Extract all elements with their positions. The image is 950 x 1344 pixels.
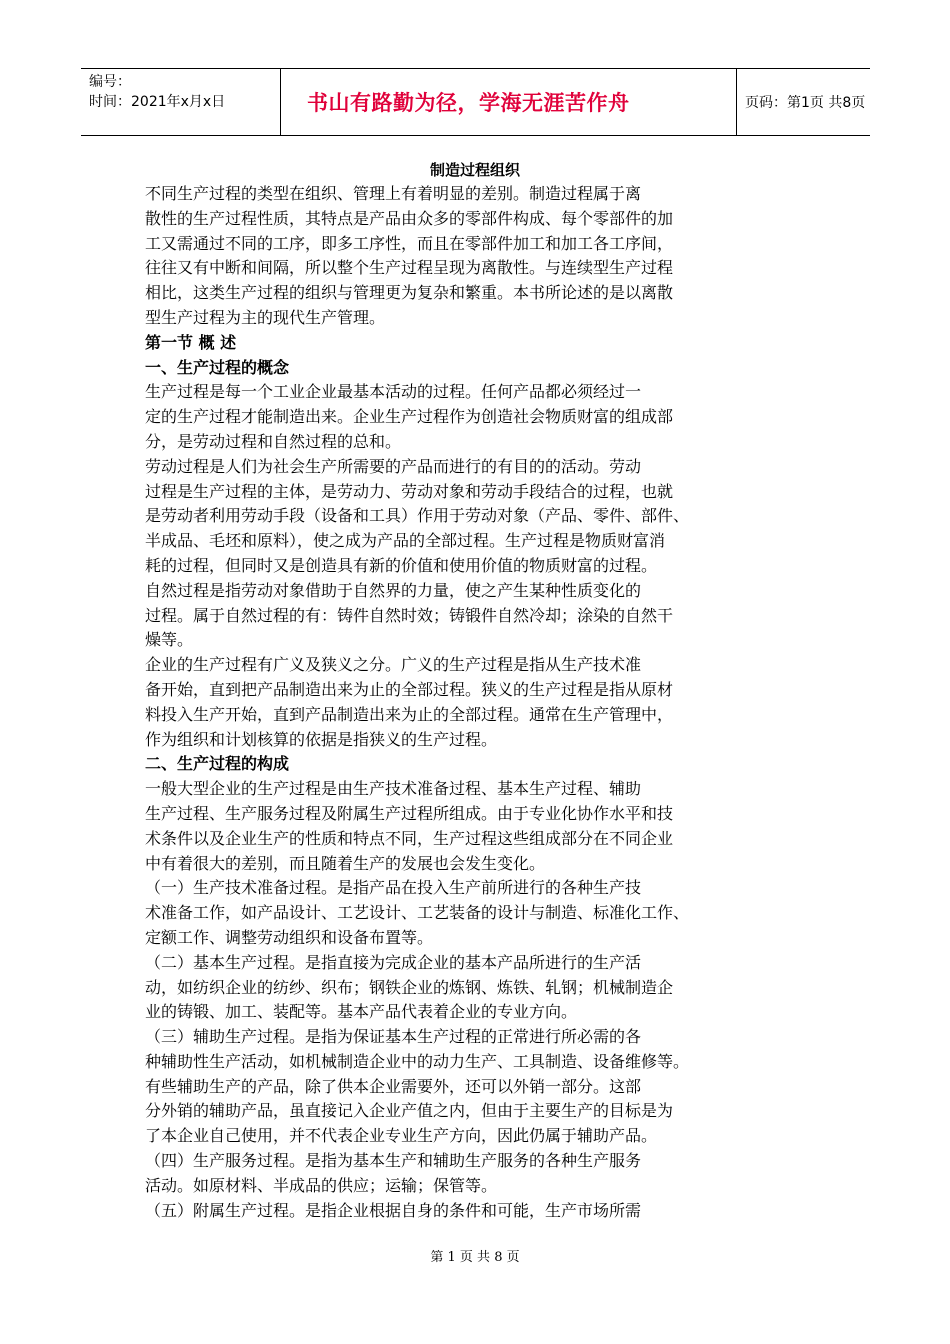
body-text-line: 耗的过程，但同时又是创造具有新的价值和使用价值的物质财富的过程。 [145, 555, 658, 575]
header-page-number: 页码：第1页 共8页 [745, 95, 866, 111]
header-table [81, 68, 870, 136]
body-text-line: 活动。如原材料、半成品的供应；运输；保管等。 [145, 1175, 498, 1195]
section-heading: 第一节 概 述 [145, 332, 237, 352]
body-text-line: 燥等。 [145, 630, 194, 650]
body-text-line: （三）辅助生产过程。是指为保证基本生产过程的正常进行所必需的各 [145, 1027, 642, 1047]
body-text-line: 一般大型企业的生产过程是由生产技术准备过程、基本生产过程、辅助 [145, 779, 642, 799]
body-text-line: 分外销的辅助产品，虽直接记入企业产值之内，但由于主要生产的目标是为 [145, 1101, 674, 1121]
body-text-line: 工又需通过不同的工序，即多工序性，而且在零部件加工和加工各工序间， [145, 233, 674, 253]
page-footer: 第 1 页 共 8 页 [430, 1250, 520, 1265]
body-text-line: 料投入生产开始，直到产品制造出来为止的全部过程。通常在生产管理中， [145, 704, 674, 724]
body-text-line: 生产过程、生产服务过程及附属生产过程所组成。由于专业化协作水平和技 [145, 803, 674, 823]
body-text-line: 生产过程是每一个工业企业最基本活动的过程。任何产品都必须经过一 [145, 382, 642, 402]
body-text-line: 企业的生产过程有广义及狭义之分。广义的生产过程是指从生产技术准 [145, 655, 642, 675]
body-text-line: 过程是生产过程的主体，是劳动力、劳动对象和劳动手段结合的过程，也就 [145, 481, 674, 501]
body-text-line: 劳动过程是人们为社会生产所需要的产品而进行的有目的的活动。劳动 [145, 456, 642, 476]
body-text-line: 往往又有中断和间隔，所以整个生产过程呈现为离散性。与连续型生产过程 [145, 258, 674, 278]
body-text-line: （五）附属生产过程。是指企业根据自身的条件和可能，生产市场所需 [145, 1200, 642, 1220]
body-text-line: （一）生产技术准备过程。是指产品在投入生产前所进行的各种生产技 [145, 878, 642, 898]
document-body [145, 182, 805, 1223]
body-text-line: 有些辅助生产的产品，除了供本企业需要外，还可以外销一部分。这部 [145, 1076, 642, 1096]
body-text-line: 散性的生产过程性质，其特点是产品由众多的零部件构成、每个零部件的加 [145, 208, 674, 228]
body-text-line: 相比，这类生产过程的组织与管理更为复杂和繁重。本书所论述的是以离散 [145, 283, 674, 303]
body-text-line: 了本企业自己使用，并不代表企业专业生产方向，因此仍属于辅助产品。 [145, 1126, 658, 1146]
body-text-line: 自然过程是指劳动对象借助于自然界的力量，使之产生某种性质变化的 [145, 580, 642, 600]
body-text-line: 定的生产过程才能制造出来。企业生产过程作为创造社会物质财富的组成部 [145, 407, 674, 427]
document-title: 制造过程组织 [429, 161, 520, 179]
body-text-line: 不同生产过程的类型在组织、管理上有着明显的差别。制造过程属于离 [145, 184, 642, 203]
body-text-line: 半成品、毛坯和原料），使之成为产品的全部过程。生产过程是物质财富消 [145, 531, 666, 551]
document-number-label: 编号： [89, 74, 131, 90]
body-text-line: （四）生产服务过程。是指为基本生产和辅助生产服务的各种生产服务 [145, 1151, 642, 1171]
header-motto: 书山有路勤为径，学海无涯苦作舟 [281, 69, 737, 135]
body-text-line: （二）基本生产过程。是指直接为完成企业的基本产品所进行的生产活 [145, 952, 642, 972]
body-text-line: 术准备工作，如产品设计、工艺设计、工艺装备的设计与制造、标准化工作、 [145, 903, 690, 923]
body-text-line: 型生产过程为主的现代生产管理。 [145, 307, 386, 327]
body-text-line: 是劳动者利用劳动手段（设备和工具）作用于劳动对象（产品、零件、部件、 [145, 506, 690, 526]
body-text-line: 过程。属于自然过程的有：铸件自然时效；铸锻件自然冷却；涂染的自然干 [145, 605, 674, 625]
body-text-line: 业的铸锻、加工、装配等。基本产品代表着企业的专业方向。 [145, 1002, 578, 1022]
section-heading: 一、生产过程的概念 [145, 357, 290, 377]
body-text-line: 动，如纺织企业的纺纱、织布；钢铁企业的炼钢、炼铁、轧钢；机械制造企 [145, 977, 674, 997]
body-text-line: 作为组织和计划核算的依据是指狭义的生产过程。 [145, 729, 498, 749]
header-meta-cell [81, 69, 281, 135]
document-date-label: 时间：2021年x月x日 [89, 94, 226, 110]
body-text-line: 定额工作、调整劳动组织和设备布置等。 [145, 927, 434, 947]
section-heading: 二、生产过程的构成 [145, 754, 290, 774]
body-text-line: 备开始，直到把产品制造出来为止的全部过程。狭义的生产过程是指从原材 [145, 679, 674, 699]
body-text-line: 术条件以及企业生产的性质和特点不同，生产过程这些组成部分在不同企业 [145, 828, 674, 848]
body-text-line: 分，是劳动过程和自然过程的总和。 [145, 431, 402, 451]
body-text-line: 中有着很大的差别，而且随着生产的发展也会发生变化。 [145, 853, 546, 873]
body-text-line: 种辅助性生产活动，如机械制造企业中的动力生产、工具制造、设备维修等。 [145, 1051, 690, 1071]
